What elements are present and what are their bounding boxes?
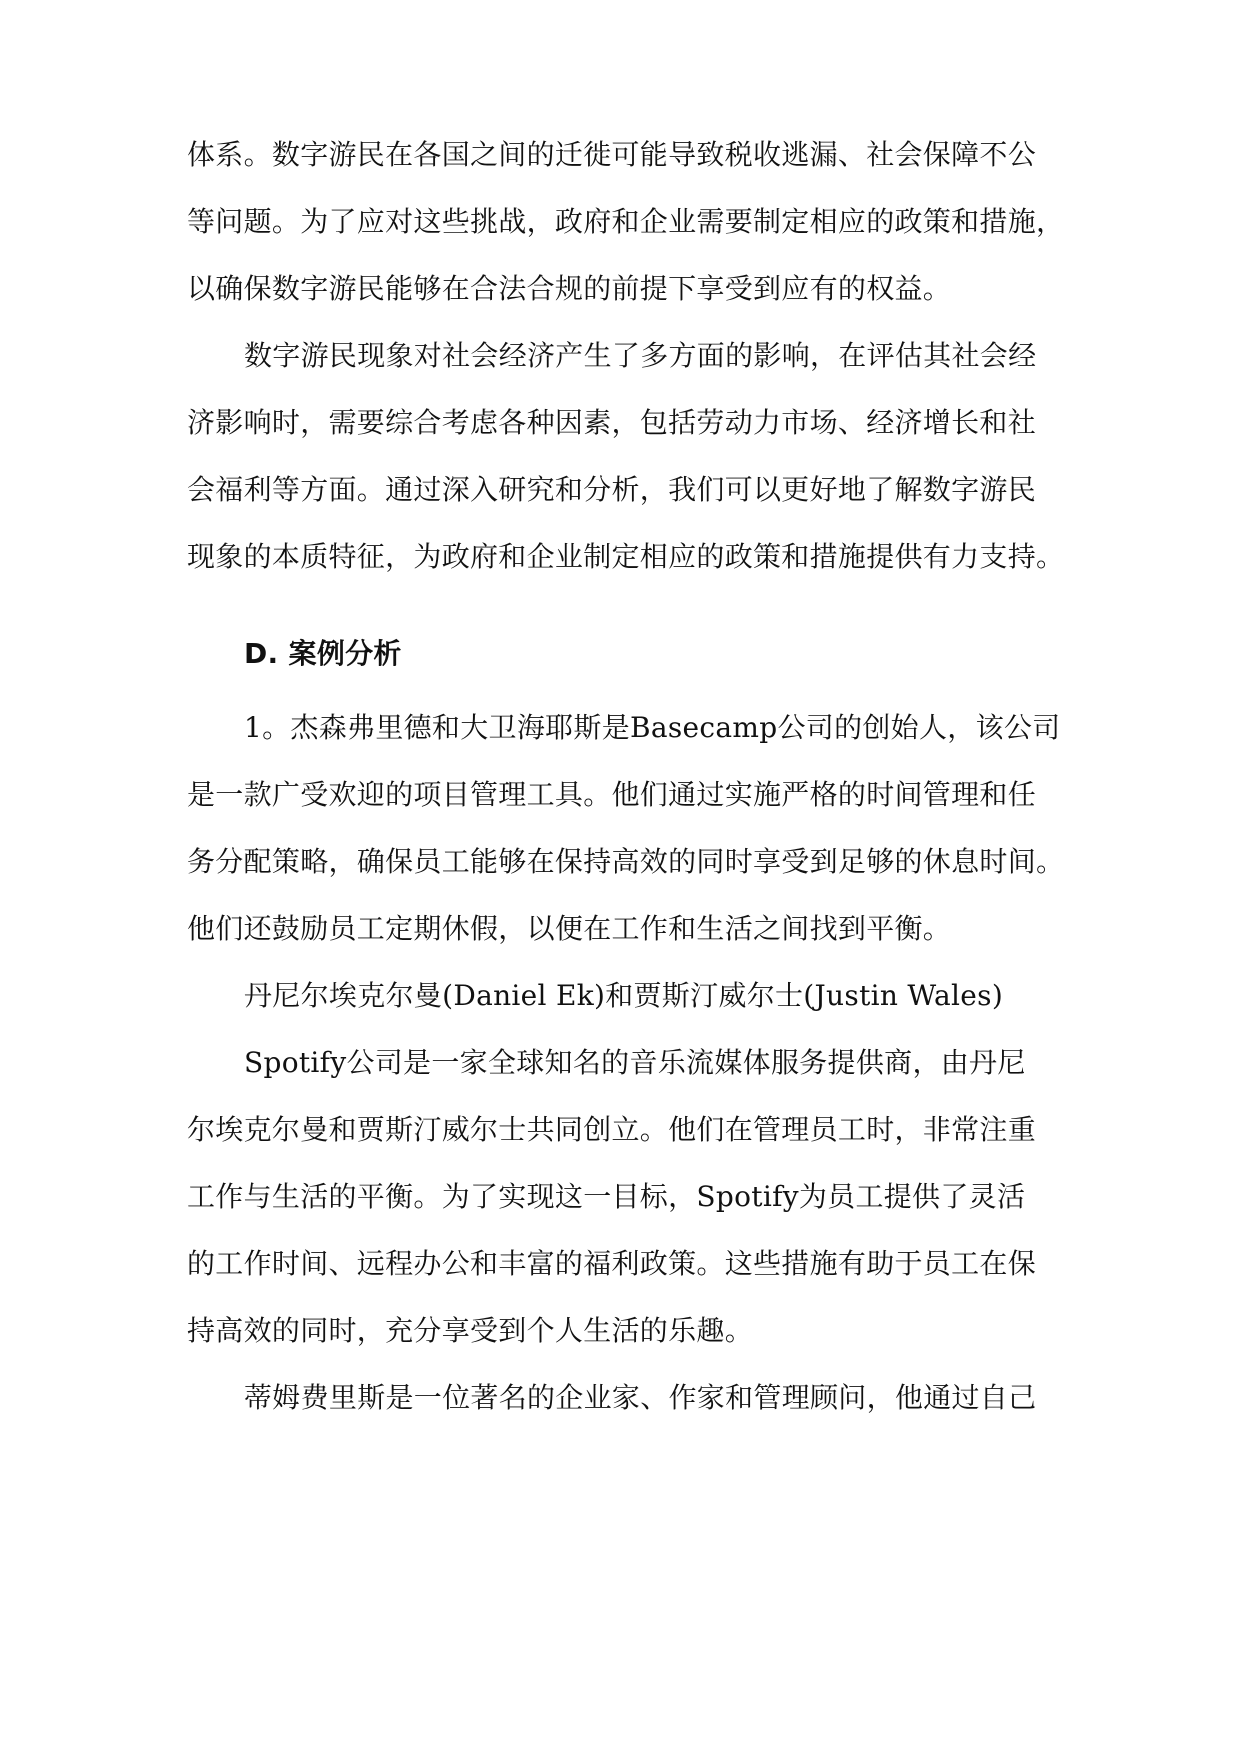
paragraph-line: 以确保数字游民能够在合法合规的前提下享受到应有的权益。 — [187, 272, 952, 305]
paragraph-line: 务分配策略，确保员工能够在保持高效的同时享受到足够的休息时间。 — [187, 845, 1065, 878]
paragraph-line: 数字游民现象对社会经济产生了多方面的影响，在评估其社会经 — [244, 339, 1037, 372]
paragraph-line: 等问题。为了应对这些挑战，政府和企业需要制定相应的政策和措施， — [187, 205, 1065, 238]
section-heading: D. 案例分析 — [244, 637, 402, 670]
paragraph-line: 现象的本质特征，为政府和企业制定相应的政策和措施提供有力支持。 — [187, 540, 1065, 573]
paragraph-line: Spotify公司是一家全球知名的音乐流媒体服务提供商，由丹尼 — [244, 1046, 1026, 1079]
paragraph-line: 持高效的同时，充分享受到个人生活的乐趣。 — [187, 1314, 754, 1347]
paragraph-line: 他们还鼓励员工定期休假，以便在工作和生活之间找到平衡。 — [187, 912, 952, 945]
paragraph-line: 是一款广受欢迎的项目管理工具。他们通过实施严格的时间管理和任 — [187, 778, 1037, 811]
paragraph-line: 的工作时间、远程办公和丰富的福利政策。这些措施有助于员工在保 — [187, 1247, 1037, 1280]
paragraph-line: 尔埃克尔曼和贾斯汀威尔士共同创立。他们在管理员工时，非常注重 — [187, 1113, 1037, 1146]
paragraph-line: 会福利等方面。通过深入研究和分析，我们可以更好地了解数字游民 — [187, 473, 1037, 506]
paragraph-line: 蒂姆费里斯是一位著名的企业家、作家和管理顾问，他通过自己 — [244, 1381, 1037, 1414]
paragraph-line: 丹尼尔埃克尔曼(Daniel Ek)和贾斯汀威尔士(Justin Wales) — [244, 979, 1004, 1012]
paragraph-line: 体系。数字游民在各国之间的迁徙可能导致税收逃漏、社会保障不公 — [187, 138, 1037, 171]
paragraph-line: 工作与生活的平衡。为了实现这一目标，Spotify为员工提供了灵活 — [187, 1180, 1026, 1213]
paragraph-line: 1。杰森弗里德和大卫海耶斯是Basecamp公司的创始人，该公司 — [244, 711, 1061, 744]
paragraph-line: 济影响时，需要综合考虑各种因素，包括劳动力市场、经济增长和社 — [187, 406, 1037, 439]
